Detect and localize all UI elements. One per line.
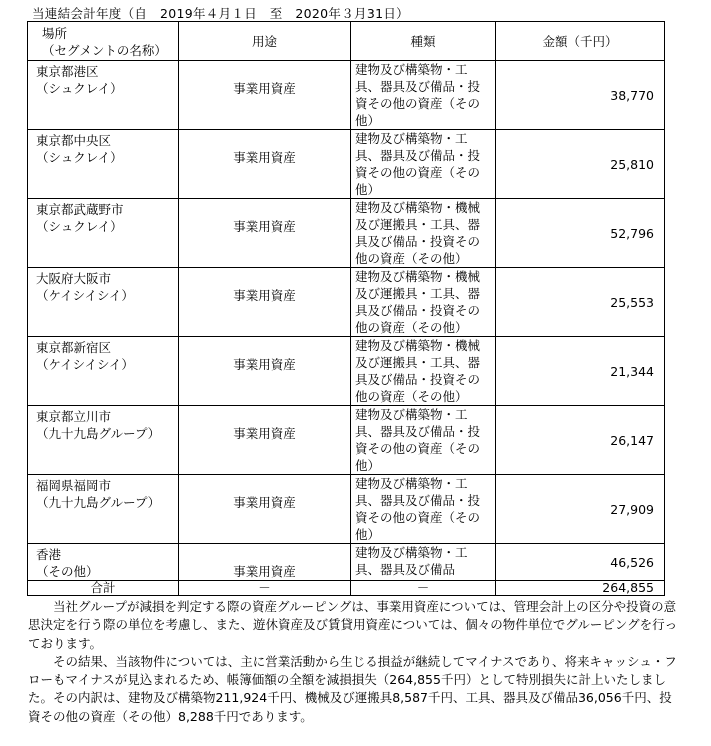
table-row bbox=[28, 199, 665, 268]
row-location: 福岡県福岡市 （九十九島グループ） bbox=[28, 475, 179, 544]
row-kind: 建物及び構築物・機械及び運搬具・工具、器具及び備品・投資その他の資産（その他） bbox=[351, 268, 496, 337]
row-location: 東京都中央区 （シュクレイ） bbox=[28, 130, 179, 199]
row-use: 事業用資産 bbox=[179, 406, 351, 475]
table-row bbox=[28, 61, 665, 130]
row-kind: 建物及び構築物・工具、器具及び備品・投資その他の資産（その他） bbox=[351, 475, 496, 544]
row-amount: 52,796 bbox=[496, 199, 665, 268]
total-label: 合計 bbox=[28, 581, 179, 596]
row-location: 東京都立川市 （九十九島グループ） bbox=[28, 406, 179, 475]
period-caption: 当連結会計年度（自 2019年４月１日 至 2020年３月31日） bbox=[32, 6, 409, 21]
row-kind: 建物及び構築物・工具、器具及び備品・投資その他の資産（その他） bbox=[351, 406, 496, 475]
row-amount: 27,909 bbox=[496, 475, 665, 544]
row-kind: 建物及び構築物・工具、器具及び備品・投資その他の資産（その他） bbox=[351, 130, 496, 199]
row-amount: 21,344 bbox=[496, 337, 665, 406]
header-kind: 種類 bbox=[351, 22, 496, 61]
row-location: 東京都新宿区 （ケイシイシイ） bbox=[28, 337, 179, 406]
note-paragraph-2: その結果、当該物件については、主に営業活動から生じる損益が継続してマイナスであり、将来キャッシュ・フローもマイナスが見込まれるため、帳簿価額の全額を減損損失（264,855千円）として特別損失に計上いたしました。その内訳は、建物及び構築物211,924千円、機械及び運搬具8,587千円、工具、器具及び備品36,056千円、投資その他の資産（その他）8,288千円であります。 bbox=[28, 653, 677, 724]
row-use: 事業用資産 bbox=[179, 268, 351, 337]
table-row bbox=[28, 544, 665, 581]
total-kind: － bbox=[351, 581, 496, 596]
row-amount: 25,553 bbox=[496, 268, 665, 337]
table-row bbox=[28, 337, 665, 406]
impairment-table bbox=[27, 21, 665, 596]
row-use: 事業用資産 bbox=[179, 130, 351, 199]
row-use: 事業用資産 bbox=[179, 61, 351, 130]
row-location: 大阪府大阪市 （ケイシイシイ） bbox=[28, 268, 179, 337]
row-location: 東京都武蔵野市 （シュクレイ） bbox=[28, 199, 179, 268]
total-use: － bbox=[179, 581, 351, 596]
row-amount: 26,147 bbox=[496, 406, 665, 475]
row-amount: 38,770 bbox=[496, 61, 665, 130]
table-row bbox=[28, 130, 665, 199]
row-location: 香港 （その他） bbox=[28, 544, 179, 581]
note-paragraph-1: 当社グループが減損を判定する際の資産グルーピングは、事業用資産については、管理会計上の区分や投資の意思決定を行う際の単位を考慮し、また、遊休資産及び賃貸用資産については、個々の物件単位でグルーピングを行っております。 bbox=[28, 599, 678, 651]
row-use: 事業用資産 bbox=[179, 337, 351, 406]
row-kind: 建物及び構築物・工具、器具及び備品・投資その他の資産（その他） bbox=[351, 61, 496, 130]
row-kind: 建物及び構築物・機械及び運搬具・工具、器具及び備品・投資その他の資産（その他） bbox=[351, 337, 496, 406]
table-row bbox=[28, 406, 665, 475]
row-use: 事業用資産 bbox=[179, 544, 351, 581]
header-amount: 金額（千円） bbox=[496, 22, 665, 61]
table-row bbox=[28, 475, 665, 544]
total-row bbox=[28, 581, 665, 596]
row-kind: 建物及び構築物・工具、器具及び備品 bbox=[351, 544, 496, 581]
row-amount: 25,810 bbox=[496, 130, 665, 199]
table-header-row bbox=[28, 22, 665, 61]
row-use: 事業用資産 bbox=[179, 475, 351, 544]
total-amount: 264,855 bbox=[496, 581, 665, 596]
row-use: 事業用資産 bbox=[179, 199, 351, 268]
header-use: 用途 bbox=[179, 22, 351, 61]
notes bbox=[28, 598, 683, 726]
header-location: 場所 （セグメントの名称） bbox=[28, 22, 179, 61]
table-row bbox=[28, 268, 665, 337]
row-kind: 建物及び構築物・機械及び運搬具・工具、器具及び備品・投資その他の資産（その他） bbox=[351, 199, 496, 268]
row-amount: 46,526 bbox=[496, 544, 665, 581]
row-location: 東京都港区 （シュクレイ） bbox=[28, 61, 179, 130]
